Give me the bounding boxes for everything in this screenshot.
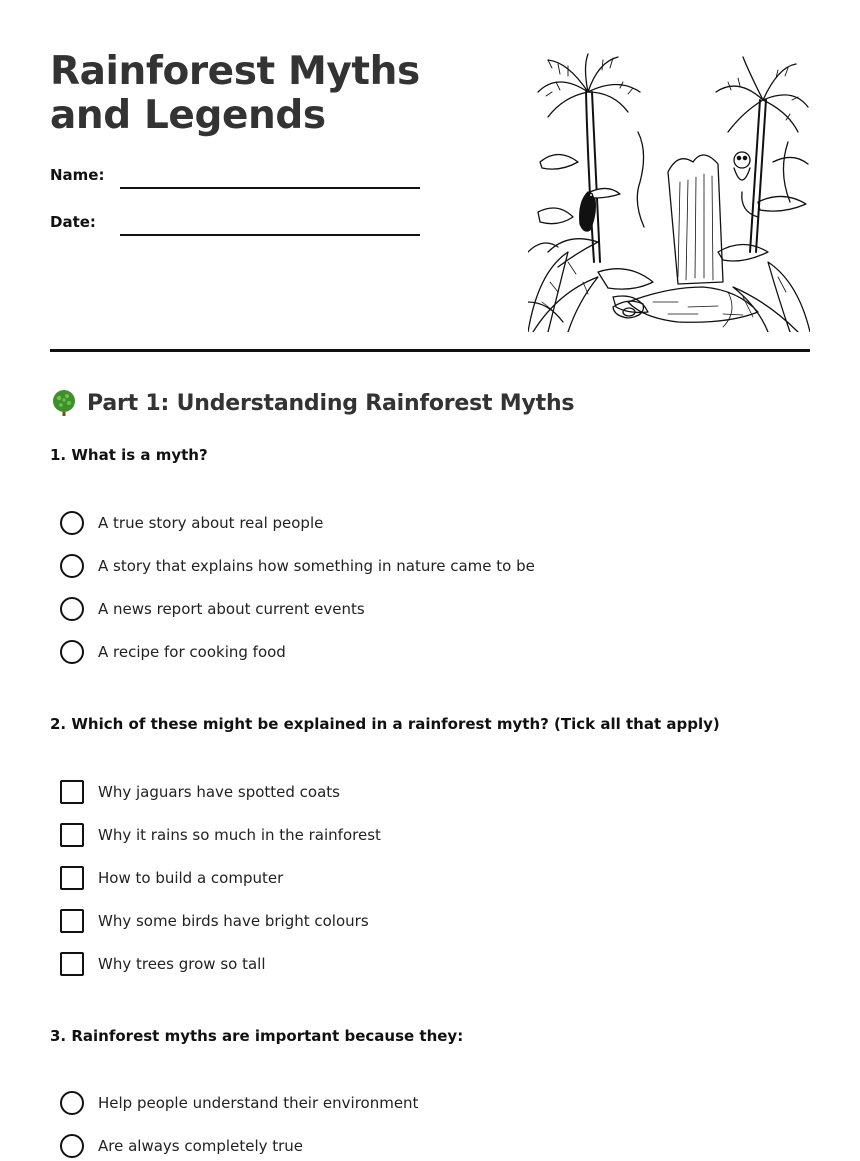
checkbox[interactable] (60, 780, 84, 804)
option-label: A news report about current events (98, 600, 365, 618)
option-label: A recipe for cooking food (98, 643, 286, 661)
checkbox[interactable] (60, 909, 84, 933)
q3-option-1[interactable] (60, 1091, 418, 1115)
option-label: Are always completely true (98, 1137, 304, 1155)
date-field[interactable] (120, 234, 420, 236)
q2-option-5[interactable] (60, 952, 265, 976)
checkbox[interactable] (60, 952, 84, 976)
section-heading (50, 389, 574, 417)
radio-button[interactable] (60, 640, 84, 664)
option-label: A story that explains how something in nature came to be (98, 557, 535, 575)
option-label: Why it rains so much in the rainforest (98, 826, 381, 844)
q1-option-4[interactable] (60, 640, 286, 664)
q2-option-2[interactable] (60, 823, 381, 847)
q2-option-1[interactable] (60, 780, 340, 804)
option-label: A true story about real people (98, 514, 324, 532)
option-label: Help people understand their environment (98, 1094, 419, 1112)
q1-option-1[interactable] (60, 511, 323, 535)
q1-option-2[interactable] (60, 554, 535, 578)
option-label: Why jaguars have spotted coats (98, 783, 340, 801)
q3-option-2[interactable] (60, 1134, 303, 1158)
question-2: 2. Which of these might be explained in a rainforest myth? (Tick all that apply) (50, 715, 720, 733)
checkbox[interactable] (60, 823, 84, 847)
question-1: 1. What is a myth? (50, 446, 208, 464)
radio-button[interactable] (60, 554, 84, 578)
radio-button[interactable] (60, 511, 84, 535)
option-label: Why trees grow so tall (98, 955, 266, 973)
q2-option-3[interactable] (60, 866, 283, 890)
worksheet-title: Rainforest Myths and Legends (50, 49, 420, 138)
question-3: 3. Rainforest myths are important because they: (50, 1027, 464, 1045)
rainforest-illustration (528, 52, 810, 332)
radio-button[interactable] (60, 1091, 84, 1115)
option-label: Why some birds have bright colours (98, 912, 369, 930)
name-label: Name: (50, 166, 105, 184)
q2-option-4[interactable] (60, 909, 369, 933)
radio-button[interactable] (60, 597, 84, 621)
name-field[interactable] (120, 187, 420, 189)
checkbox[interactable] (60, 866, 84, 890)
date-label: Date: (50, 213, 96, 231)
tree-icon (50, 389, 78, 417)
header-divider (50, 349, 810, 352)
radio-button[interactable] (60, 1134, 84, 1158)
option-label: How to build a computer (98, 869, 284, 887)
section-heading-text: Part 1: Understanding Rainforest Myths (87, 390, 575, 416)
q1-option-3[interactable] (60, 597, 365, 621)
